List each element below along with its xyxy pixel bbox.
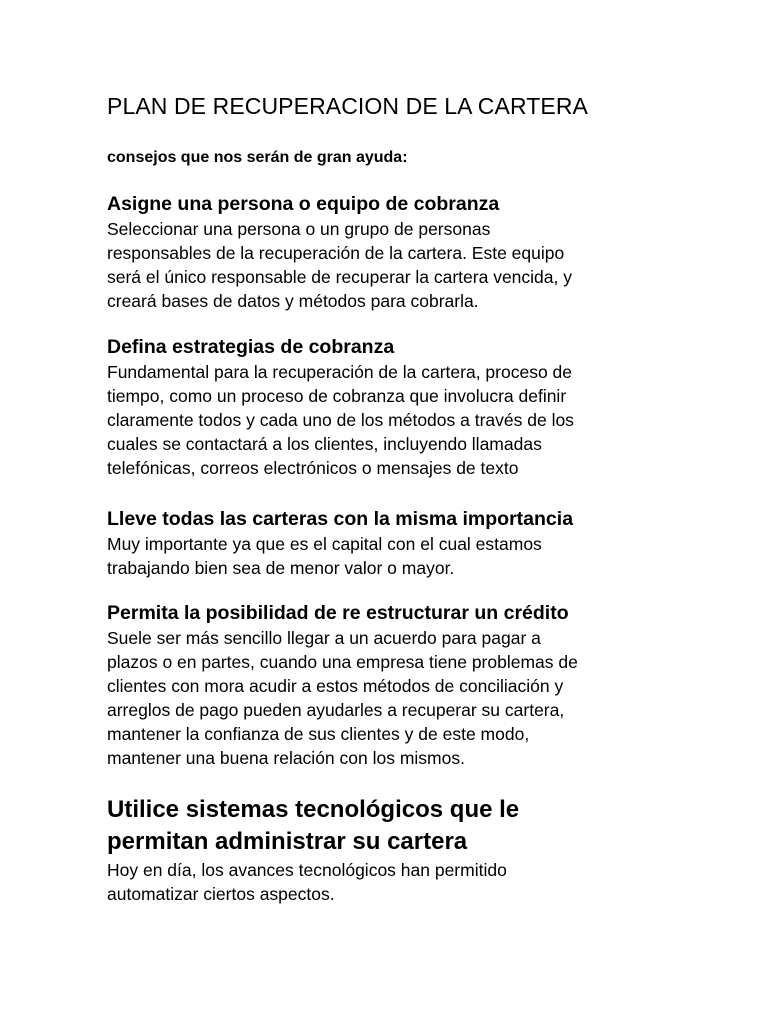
body-line: trabajando bien sea de menor valor o mayor. [107, 558, 455, 578]
body-line: cuales se contactará a los clientes, incluyendo llamadas [107, 434, 542, 454]
heading-line: Utilice sistemas tecnológicos que le [107, 796, 520, 823]
body-line: Fundamental para la recuperación de la cartera, proceso de [107, 362, 572, 382]
section-define-strategies [107, 335, 707, 480]
body-line: arreglos de pago pueden ayudarles a recuperar su cartera, [107, 700, 565, 720]
body-line: claramente todos y cada uno de los métodos a través de los [107, 410, 574, 430]
body-line: será el único responsable de recuperar la cartera vencida, y [107, 267, 572, 287]
section-assign-team [107, 192, 707, 313]
body-line: clientes con mora acudir a estos métodos de conciliación y [107, 676, 564, 696]
body-line: Suele ser más sencillo llegar a un acuerdo para pagar a [107, 628, 541, 648]
body-line: mantener una buena relación con los mismos. [107, 748, 465, 768]
section-heading: Lleve todas las carteras con la misma importancia [107, 508, 574, 530]
body-line: responsables de la recuperación de la cartera. Este equipo [107, 243, 565, 263]
section-body [107, 217, 707, 313]
section-heading: Permita la posibilidad de re estructurar un crédito [107, 602, 569, 624]
section-body [107, 360, 707, 480]
body-line: Seleccionar una persona o un grupo de personas [107, 219, 491, 239]
section-heading: Asigne una persona o equipo de cobranza [107, 193, 500, 215]
document-title: PLAN DE RECUPERACION DE LA CARTERA [107, 93, 588, 119]
section-body [107, 532, 707, 580]
body-line: automatizar ciertos aspectos. [107, 884, 335, 904]
document-page [107, 90, 707, 906]
section-body [107, 858, 707, 906]
body-line: plazos o en partes, cuando una empresa tiene problemas de [107, 652, 578, 672]
body-line: telefónicas, correos electrónicos o mensajes de texto [107, 458, 519, 478]
intro-text: consejos que nos serán de gran ayuda: [107, 149, 408, 166]
heading-line: permitan administrar su cartera [107, 828, 468, 855]
body-line: mantener la confianza de sus clientes y de este modo, [107, 724, 530, 744]
section-equal-importance [107, 507, 707, 580]
section-tech-systems [107, 794, 707, 906]
body-line: Muy importante ya que es el capital con el cual estamos [107, 534, 542, 554]
section-restructure-credit [107, 601, 707, 770]
section-heading: Defina estrategias de cobranza [107, 336, 395, 358]
body-line: creará bases de datos y métodos para cobrarla. [107, 291, 479, 311]
section-heading [107, 794, 707, 858]
body-line: tiempo, como un proceso de cobranza que involucra definir [107, 386, 567, 406]
body-line: Hoy en día, los avances tecnológicos han permitido [107, 860, 507, 880]
section-body [107, 626, 707, 770]
